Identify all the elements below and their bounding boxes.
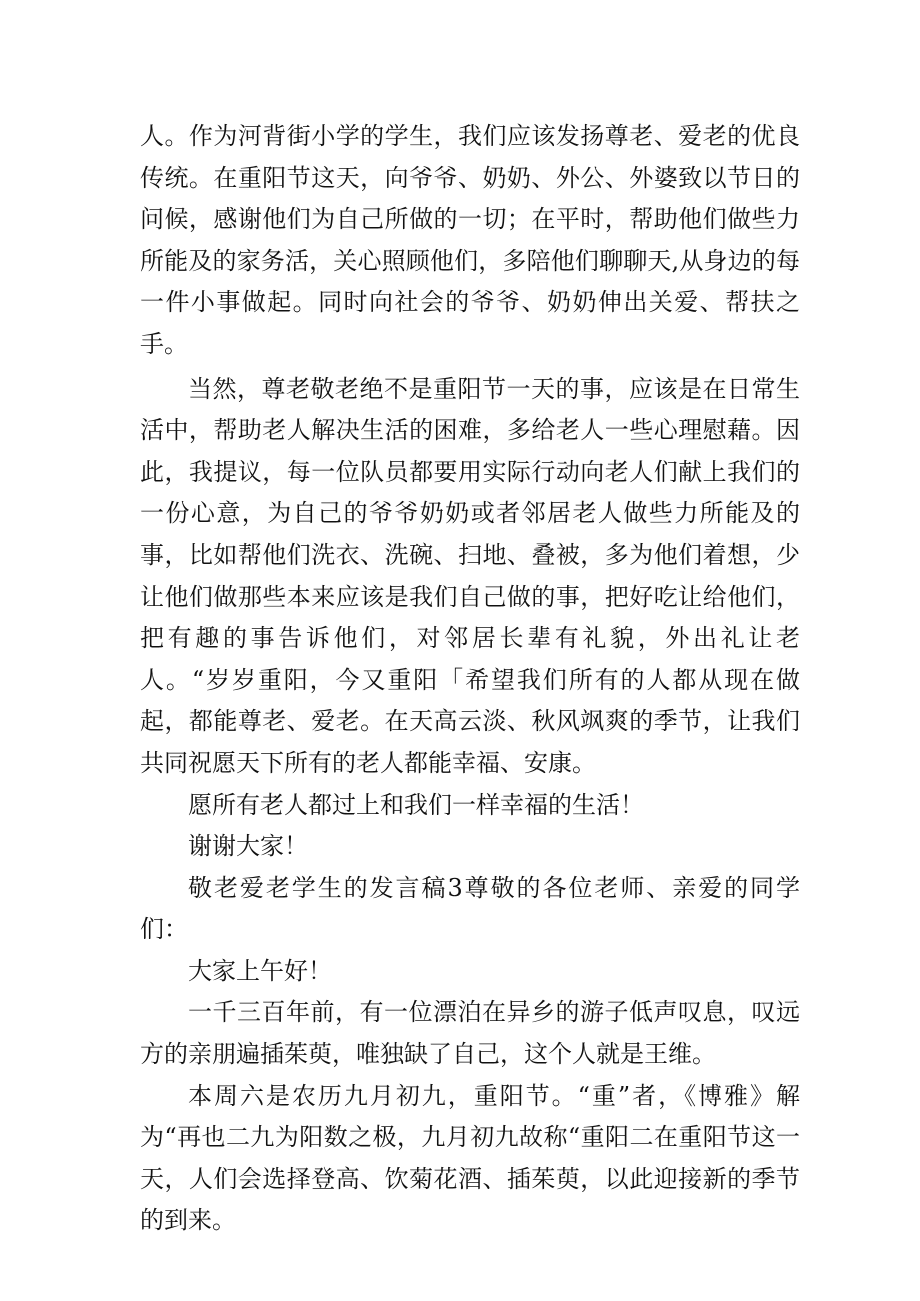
paragraph-wish: 愿所有老人都过上和我们一样幸福的生活！ xyxy=(188,790,644,819)
document-body xyxy=(140,116,800,1242)
paragraph-greeting: 大家上午好！ xyxy=(188,956,332,985)
paragraph-chongyang: 本周六是农历九月初九，重阳节。“重”者，《博雅》解为“再也二九为阳数之极，九月初九故称“重阳二在重阳节这一天，人们会选择登高、饮菊花酒、插茱萸，以此迎接新的季节的到来。 xyxy=(140,1081,800,1235)
paragraph-thanks: 谢谢大家！ xyxy=(188,832,308,861)
paragraph-speech-title: 敬老爱老学生的发言稿3尊敬的各位老师、亲爱的同学们： xyxy=(140,873,800,944)
paragraph-respect-elders: 当然，尊老敬老绝不是重阳节一天的事，应该是在日常生活中，帮助老人解决生活的困难，多给老人一些心理慰藉。因此，我提议，每一位队员都要用实际行动向老人们献上我们的一份心意，为自己的爷爷奶奶或者邻居老人做些力所能及的事，比如帮他们洗衣、洗碗、扫地、叠被，多为他们着想，少让他们做那些本来应该是我们自己做的事，把好吃让给他们，把有趣的事告诉他们，对邻居长辈有礼貌，外出礼让老人。“岁岁重阳，今又重阳「希望我们所有的人都从现在做起，都能尊老、爱老。在天高云淡、秋风飒爽的季节，让我们共同祝愿天下所有的老人都能幸福、安康。 xyxy=(140,374,800,777)
paragraph-continuation: 人。作为河背街小学的学生，我们应该发扬尊老、爱老的优良传统。在重阳节这天，向爷爷、奶奶、外公、外婆致以节日的问候，感谢他们为自己所做的一切；在平时，帮助他们做些力所能及的家务活，关心照顾他们，多陪他们聊聊天,从身边的每一件小事做起。同时向社会的爷爷、奶奶伸出关爱、帮扶之手。 xyxy=(140,122,800,358)
paragraph-wangwei: 一千三百年前，有一位漂泊在异乡的游子低声叹息，叹远方的亲朋遍插茱萸，唯独缺了自己，这个人就是王维。 xyxy=(140,998,800,1069)
